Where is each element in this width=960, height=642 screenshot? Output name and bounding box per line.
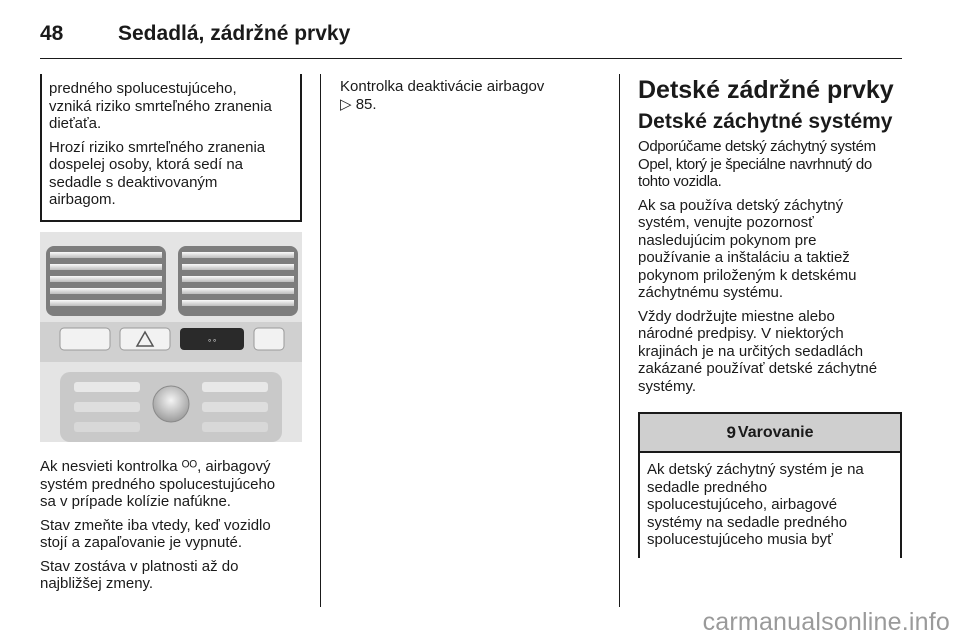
- dashboard-illustration: [40, 232, 302, 442]
- warning-box: [638, 412, 902, 558]
- chapter-title: Sedadlá, zádržné prvky: [118, 22, 351, 45]
- svg-text:∘∘: ∘∘: [206, 336, 218, 345]
- indicator-paragraph: Ak nesvieti kontrolka ᴼᴼ, airbagový systém predného spolucestujúceho sa v prípade kolízie nafúkne.: [40, 458, 276, 510]
- warning-header: [640, 412, 900, 453]
- column-3-text: [638, 74, 902, 401]
- column-2-text: [340, 78, 605, 119]
- page-number: 48: [40, 22, 64, 45]
- site-watermark: carmanualsonline.info: [702, 608, 950, 636]
- warning-title: Varovanie: [737, 423, 814, 441]
- column-1-text: [40, 458, 305, 599]
- airbag-indicator-photo: [40, 232, 302, 442]
- page-header: [40, 18, 902, 59]
- regulations-paragraph: Vždy dodržujte miestne alebo národné predpisy. V niektorých krajinách je na určitých sedadlách zakázané používať detské záchytné systémy.: [638, 307, 878, 395]
- page-reference-link[interactable]: ▷ 85.: [340, 95, 377, 113]
- recommendation-paragraph: Odporúčame detský záchytný systém Opel, ktorý je špeciálne navrhnutý do tohto vozidla.: [638, 138, 876, 190]
- cross-reference: Kontrolka deaktivácie airbagov ▷ 85.: [340, 78, 545, 113]
- change-status-paragraph: Stav zmeňte iba vtedy, keď vozidlo stojí a zapaľovanie je vypnuté.: [40, 516, 271, 551]
- warning-text: Ak detský záchytný systém je na sedadle predného spolucestujúceho, airbagové systémy na sedadle predného spolucestujúceho musia byť: [647, 461, 864, 548]
- control-knob: [153, 386, 189, 422]
- warning-body: [640, 453, 900, 549]
- warning-continuation-box: [40, 74, 302, 222]
- usage-paragraph: Ak sa používa detský záchytný systém, venujte pozornosť nasledujúcim pokynom pre používanie a inštaláciu a taktiež pokynom priloženým k detskému záchytnému systému.: [638, 196, 857, 301]
- subsection-heading: Detské záchytné systémy: [638, 110, 893, 133]
- column-divider-right: [619, 74, 620, 607]
- status-persists-paragraph: Stav zostáva v platnosti až do najbližšej zmeny.: [40, 557, 239, 592]
- box-paragraph-1: predného spolucestujúceho, vzniká riziko smrteľného zranenia dieťaťa.: [49, 80, 272, 132]
- section-heading: Detské zádržné prvky: [638, 76, 894, 104]
- box-paragraph-2: Hrozí riziko smrteľného zranenia dospelej osoby, ktorá sedí na sedadle s deaktivovaným airbagom.: [49, 138, 266, 208]
- column-divider-left: [320, 74, 321, 607]
- warning-triangle-icon: 9: [726, 422, 736, 442]
